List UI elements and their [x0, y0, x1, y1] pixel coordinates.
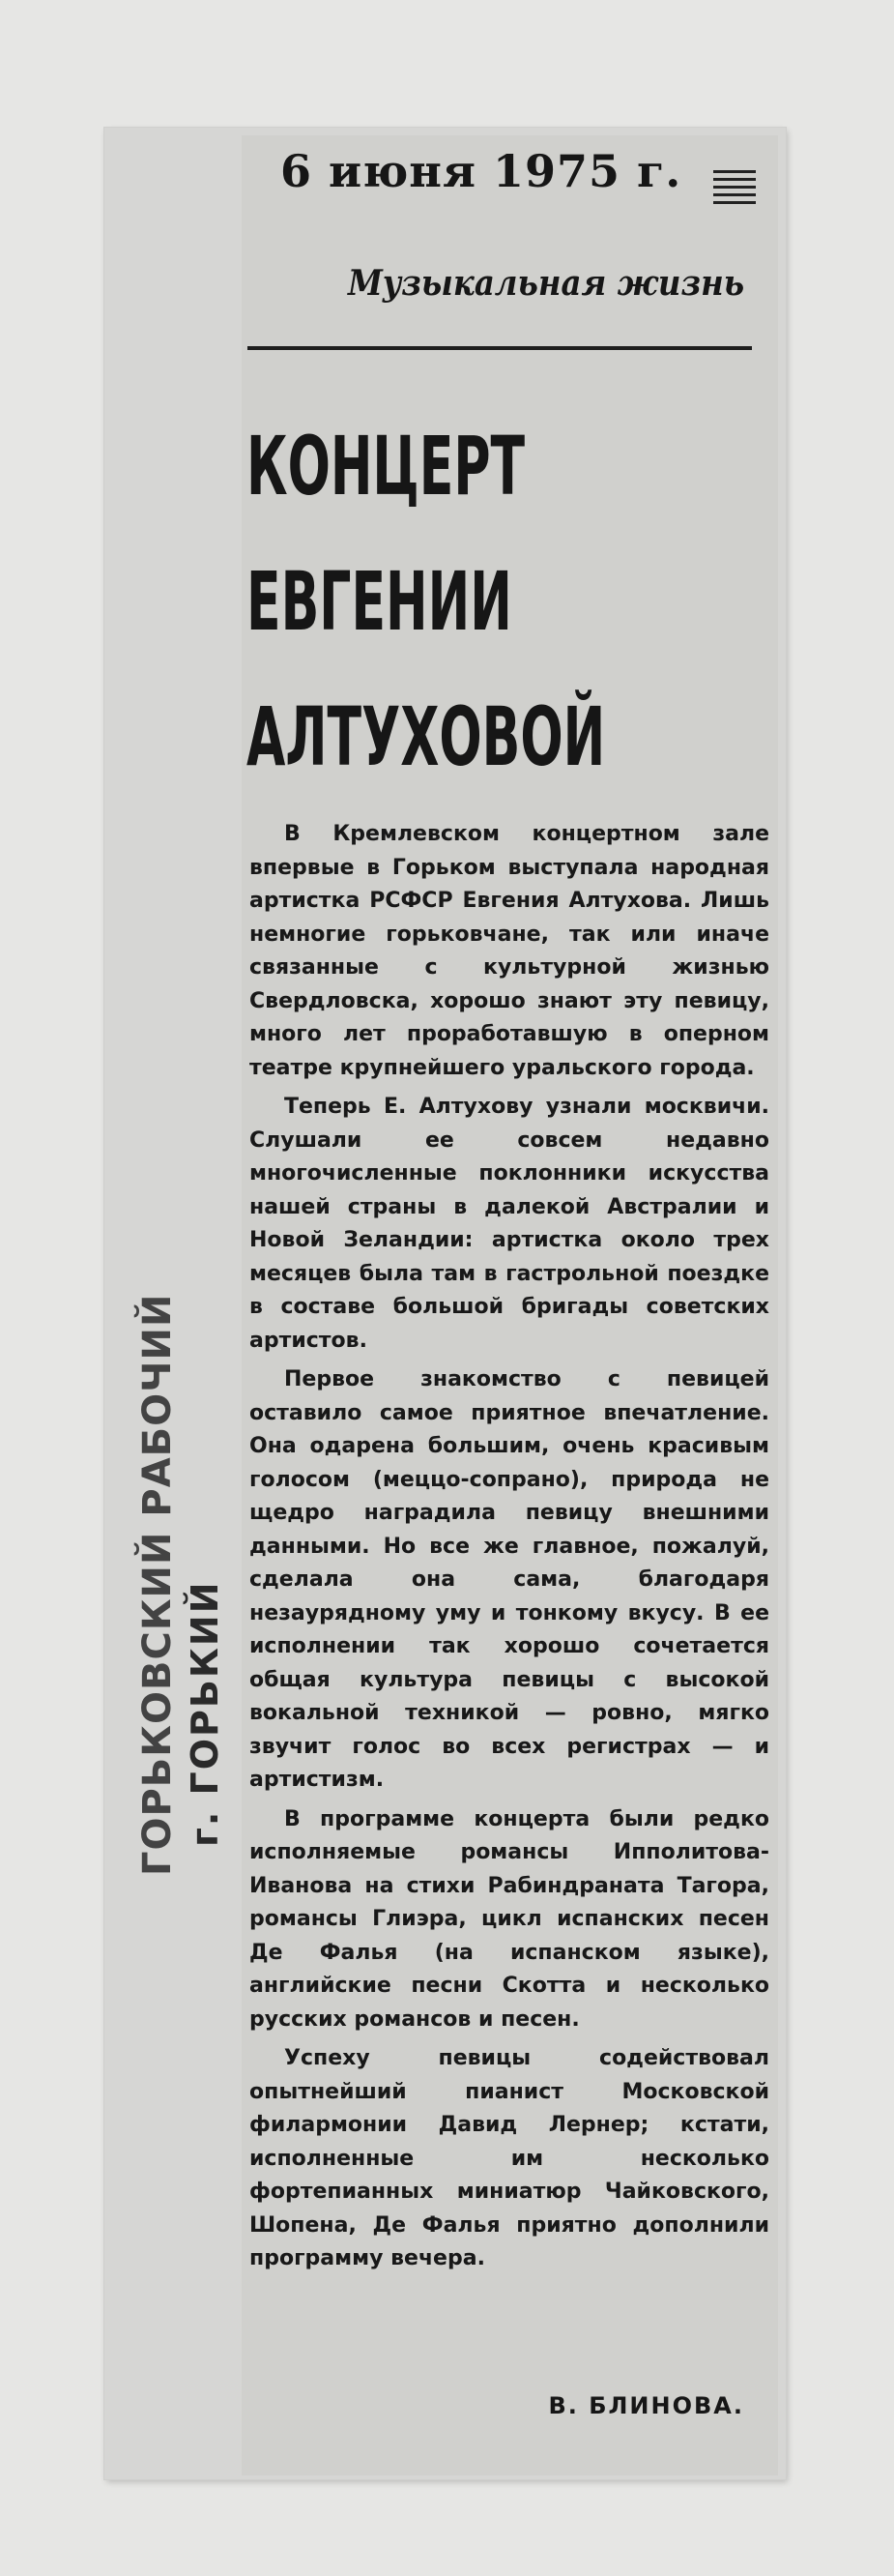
headline-line-1: КОНЦЕРТ	[246, 419, 526, 513]
section-rubric: Музыкальная жизнь	[348, 263, 745, 304]
headline-line-3: АЛТУХОВОЙ	[246, 689, 606, 784]
hatch-mark-icon	[713, 170, 756, 213]
article-headline	[246, 398, 606, 805]
headline-line-2: ЕВГЕНИИ	[246, 554, 512, 649]
stamp-city: г. ГОРЬКИЙ	[184, 1580, 226, 1847]
author-signature: В. БЛИНОВА.	[548, 2392, 744, 2419]
archive-stamp	[135, 1293, 232, 1876]
article-body	[249, 818, 769, 2282]
issue-date: 6 июня 1975 г.	[280, 145, 682, 197]
article-paragraph-4: В программе концерта были редко исполняемые романсы Ипполитова-Иванова на стихи Рабиндраната Тагора, романсы Глиэра, цикл испанских песен Де Фалья (на испанском языке), английские песни Скотта и несколько русских романсов и песен.	[249, 1806, 769, 2032]
article-paragraph-2: Теперь Е. Алтухову узнали москвичи. Слушали ее совсем недавно многочисленные поклонники искусства нашей страны в далекой Австралии и Новой Зеландии: артистка около трех месяцев была там в гастрольной поездке в составе большой бригады советских артистов.	[249, 1095, 769, 1353]
article-paragraph-1: В Кремлевском концертном зале впервые в Горьком выступала народная артистка РСФСР Евгения Алтухова. Лишь немногие горьковчане, так или иначе связанные с культурной жизнью Свердловска, хорошо знают эту певицу, много лет проработавшую в оперном театре крупнейшего уральского города.	[249, 822, 769, 1080]
stamp-newspaper-name: ГОРЬКОВСКИЙ РАБОЧИЙ	[135, 1293, 180, 1876]
article-paragraph-3: Первое знакомство с певицей оставило самое приятное впечатление. Она одарена большим, очень красивым голосом (меццо-сопрано), природа не щедро наградила певицу внешними данными. Но все же главное, пожалуй, сделала она сама, благодаря незаурядному уму и тонкому вкусу. В ее исполнении так хорошо сочетается общая культура певицы с высокой вокальной техникой — ровно, мягко звучит голос во всех регистрах — и артистизм.	[249, 1367, 769, 1792]
article-paragraph-5: Успеху певицы содействовал опытнейший пианист Московской филармонии Давид Лернер; кстати, исполненные им несколько фортепианных миниатюр Чайковского, Шопена, Де Фалья приятно дополнили программу вечера.	[249, 2046, 769, 2270]
header-divider	[247, 346, 752, 350]
